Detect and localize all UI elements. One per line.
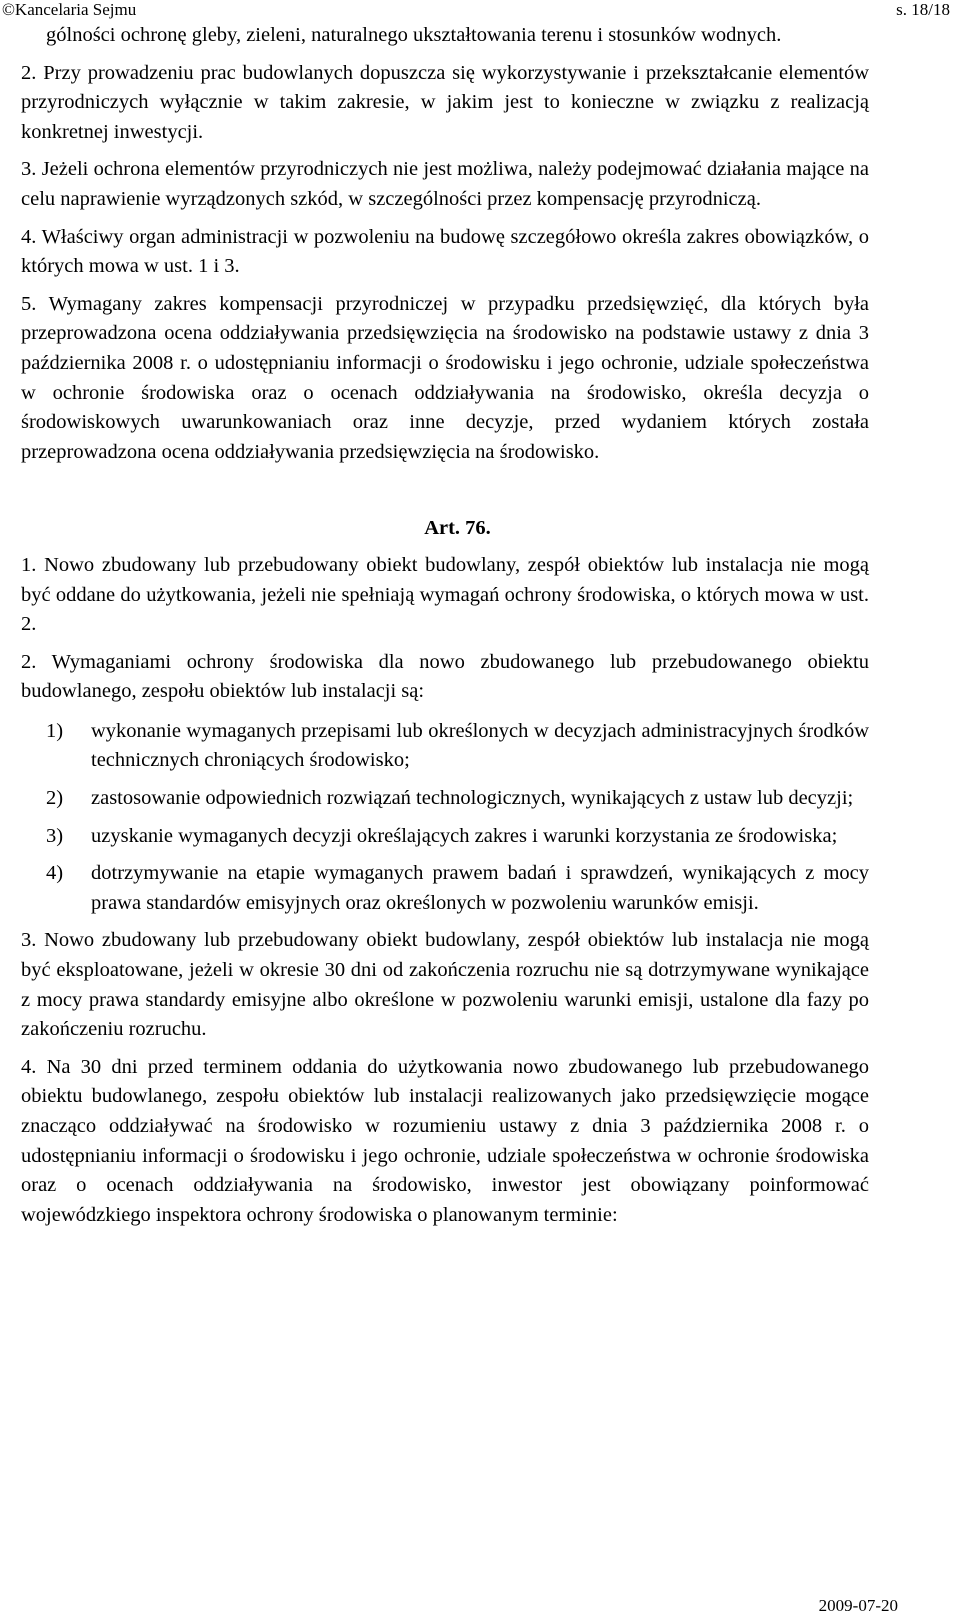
paragraph-text: Jeżeli ochrona elementów przyrodniczych nie jest możliwa, należy podejmować działania mające na celu naprawienie wyrządzonych szkód, w szczególności przez kompensację przyrodniczą. xyxy=(21,158,870,210)
article-ust-3 xyxy=(21,926,869,1044)
article-ust-2 xyxy=(21,648,869,707)
paragraph-number: 3. xyxy=(21,158,37,181)
header-page-number: s. 18/18 xyxy=(896,0,950,19)
paragraph-number: 2. xyxy=(21,650,37,673)
paragraph-number: 2. xyxy=(21,61,37,84)
list-item xyxy=(46,822,869,852)
document-body xyxy=(21,21,870,1230)
list-item-text: wykonanie wymaganych przepisami lub określonych w decyzjach administracyjnych środków technicznych chroniących środowisko; xyxy=(91,719,869,772)
footer-date: 2009-07-20 xyxy=(818,1596,898,1615)
paragraph-ust-5 xyxy=(21,290,869,468)
paragraph-ust-2 xyxy=(21,59,869,148)
paragraph-number: 4. xyxy=(21,225,37,248)
list-item-number: 1) xyxy=(46,719,64,742)
paragraph-number: 4. xyxy=(21,1055,37,1078)
list-item-number: 4) xyxy=(46,862,64,885)
paragraph-text: Przy prowadzeniu prac budowlanych dopuszcza się wykorzystywanie i przekształcanie elementów przyrodniczych wyłącznie w takim zakresie, w jakim jest to konieczne w związku z realizacją konkretnej inwestycji. xyxy=(21,61,869,143)
list-item-text: dotrzymywanie na etapie wymaganych prawem badań i sprawdzeń, wynikających z mocy prawa standardów emisyjnych oraz określonych w pozwoleniu warunków emisji. xyxy=(91,862,869,914)
header-source: ©Kancelaria Sejmu xyxy=(2,0,137,19)
paragraph-text: Nowo zbudowany lub przebudowany obiekt budowlany, zespół obiektów lub instalacja nie mogą być oddane do użytkowania, jeżeli nie spełniają wymagań ochrony środowiska, o których mowa w ust. 2. xyxy=(21,553,869,636)
list-item xyxy=(46,717,869,776)
paragraph-text: Na 30 dni przed terminem oddania do użytkowania nowo zbudowanego lub przebudowanego obiektu budowlanego, zespołu obiektów lub instalacji realizowanych jako przedsięwzięcie mogące znacząco oddziaływać na środowisko w rozumieniu ustawy z dnia 3 października 2008 r. o udostępnianiu informacji o środowisku i jego ochronie, udziale społeczeństwa w ochronie środowiska oraz o ocenach oddziaływania na środowisko, inwestor jest obowiązany poinformować wojewódzkiego inspektora ochrony środowiska o planowanym terminie: xyxy=(21,1055,869,1226)
paragraph-ust-3 xyxy=(21,155,869,214)
paragraph-number: 5. xyxy=(21,292,37,315)
requirements-list xyxy=(46,717,869,919)
paragraph-text: Wymagany zakres kompensacji przyrodniczej w przypadku przedsięwzięć, dla których była przeprowadzona ocena oddziaływania przedsięwzięcia na środowisko na podstawie ustawy z dnia 3 października 2008 r. o udostępnianiu informacji o środowisku i jego ochronie, udziale społeczeństwa w ochronie środowiska oraz o ocenach oddziaływania na środowisko, określa decyzja o środowiskowych uwarunkowaniach oraz inne decyzje, przed wydaniem których została przeprowadzona ocena oddziaływania przedsięwzięcia na środowisko. xyxy=(21,292,869,463)
list-item-text: zastosowanie odpowiednich rozwiązań technologicznych, wynikających z ustaw lub decyzji; xyxy=(91,787,854,810)
paragraph-text: Nowo zbudowany lub przebudowany obiekt budowlany, zespół obiektów lub instalacja nie mogą być eksploatowane, jeżeli w okresie 30 dni od zakończenia rozruchu nie są dotrzymywane wynikające z mocy prawa standardy emisyjne albo określone w pozwoleniu warunki emisji, ustalone dla fazy po zakończeniu rozruchu. xyxy=(21,929,869,1041)
continuation-paragraph: gólności ochronę gleby, zieleni, naturalnego ukształtowania terenu i stosunków wodnych. xyxy=(46,24,782,46)
paragraph-ust-4 xyxy=(21,223,869,282)
list-item-number: 3) xyxy=(46,824,64,847)
paragraph-number: 3. xyxy=(21,929,37,952)
article-title: Art. 76. xyxy=(424,517,491,540)
list-item xyxy=(46,859,869,918)
article-ust-1 xyxy=(21,551,869,640)
list-item xyxy=(46,784,869,814)
list-item-number: 2) xyxy=(46,787,64,810)
paragraph-text: Wymaganiami ochrony środowiska dla nowo zbudowanego lub przebudowanego obiektu budowlanego, zespołu obiektów lub instalacji są: xyxy=(21,650,869,703)
paragraph-text: Właściwy organ administracji w pozwoleniu na budowę szczegółowo określa zakres obowiązków, o których mowa w ust. 1 i 3. xyxy=(21,225,869,278)
list-item-text: uzyskanie wymaganych decyzji określających zakres i warunki korzystania ze środowiska; xyxy=(91,824,838,847)
article-ust-4 xyxy=(21,1053,869,1231)
paragraph-number: 1. xyxy=(21,553,37,576)
